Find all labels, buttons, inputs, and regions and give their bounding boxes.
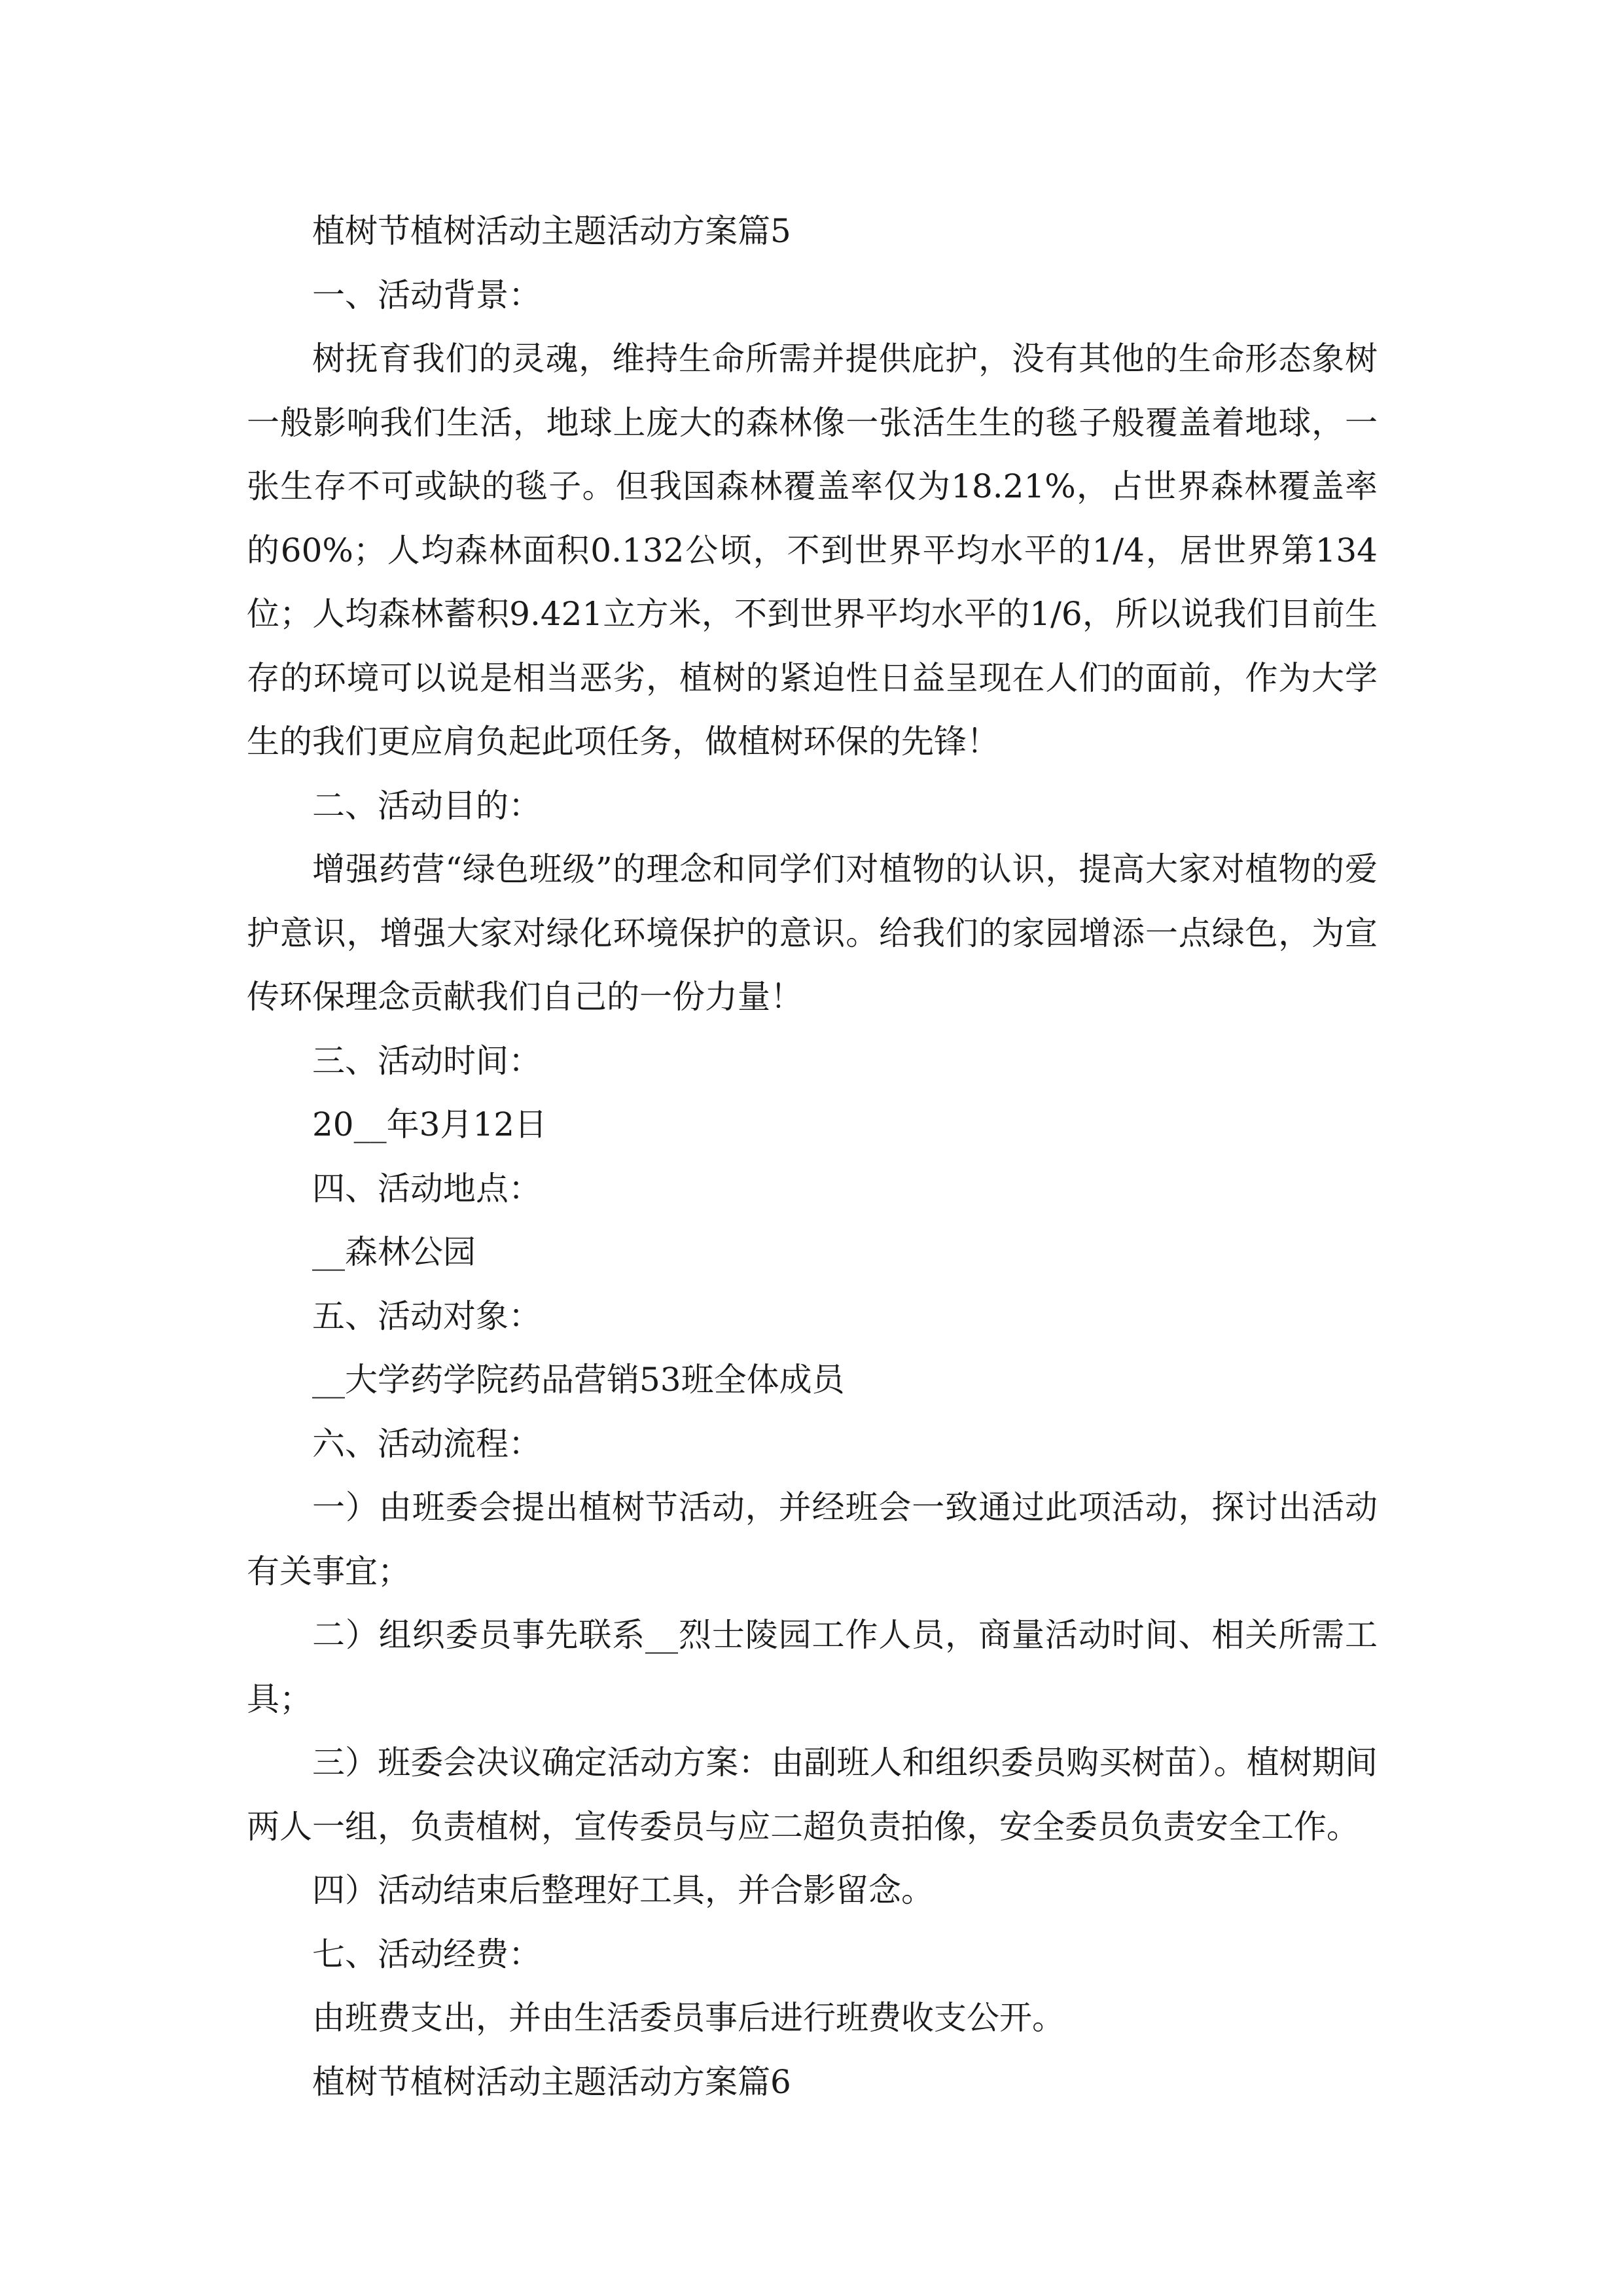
section-title-5: 植树节植树活动主题活动方案篇5 [312, 212, 791, 250]
heading-time: 三、活动时间： [312, 1041, 541, 1080]
process-step-1: 一）由班委会提出植树节活动，并经班会一致通过此项活动，探讨出活动有关事宜； [247, 1488, 1378, 1590]
process-step-2: 二）组织委员事先联系__烈士陵园工作人员，商量活动时间、相关所需工具； [247, 1616, 1378, 1718]
process-step-4: 四）活动结束后整理好工具，并合影留念。 [312, 1871, 934, 1909]
heading-background: 一、活动背景： [312, 276, 541, 314]
paragraph-participants: __大学药学院药品营销53班全体成员 [312, 1361, 845, 1399]
process-step-3: 三）班委会决议确定活动方案：由副班人和组织委员购买树苗）。植树期间两人一组，负责植树，宣传委员与应二超负责拍像，安全委员负责安全工作。 [247, 1744, 1378, 1846]
paragraph-time: 20__年3月12日 [312, 1105, 548, 1143]
paragraph-background: 树抚育我们的灵魂，维持生命所需并提供庇护，没有其他的生命形态象树一般影响我们生活，地球上庞大的森林像一张活生生的毯子般覆盖着地球，一张生存不可或缺的毯子。但我国森林覆盖率仅为18.21%，占世界森林覆盖率的60%；人均森林面积0.132公顷，不到世界平均水平的1/4，居世界第134位；人均森林蓄积9.421立方米，不到世界平均水平的1/6，所以说我们目前生存的环境可以说是相当恶劣，植树的紧迫性日益呈现在人们的面前，作为大学生的我们更应肩负起此项任务，做植树环保的先锋！ [247, 340, 1378, 761]
heading-process: 六、活动流程： [312, 1424, 541, 1463]
paragraph-purpose: 增强药营“绿色班级”的理念和同学们对植物的认识，提高大家对植物的爱护意识，增强大家对绿化环境保护的意识。给我们的家园增添一点绿色，为宣传环保理念贡献我们自己的一份力量！ [247, 850, 1378, 1016]
heading-location: 四、活动地点： [312, 1169, 541, 1208]
heading-purpose: 二、活动目的： [312, 786, 541, 825]
document-body [247, 200, 1378, 2114]
heading-participants: 五、活动对象： [312, 1297, 541, 1335]
paragraph-location: __森林公园 [312, 1233, 476, 1271]
section-title-6: 植树节植树活动主题活动方案篇6 [312, 2062, 791, 2101]
paragraph-budget: 由班费支出，并由生活委员事后进行班费收支公开。 [312, 1999, 1065, 2037]
heading-budget: 七、活动经费： [312, 1935, 541, 1973]
